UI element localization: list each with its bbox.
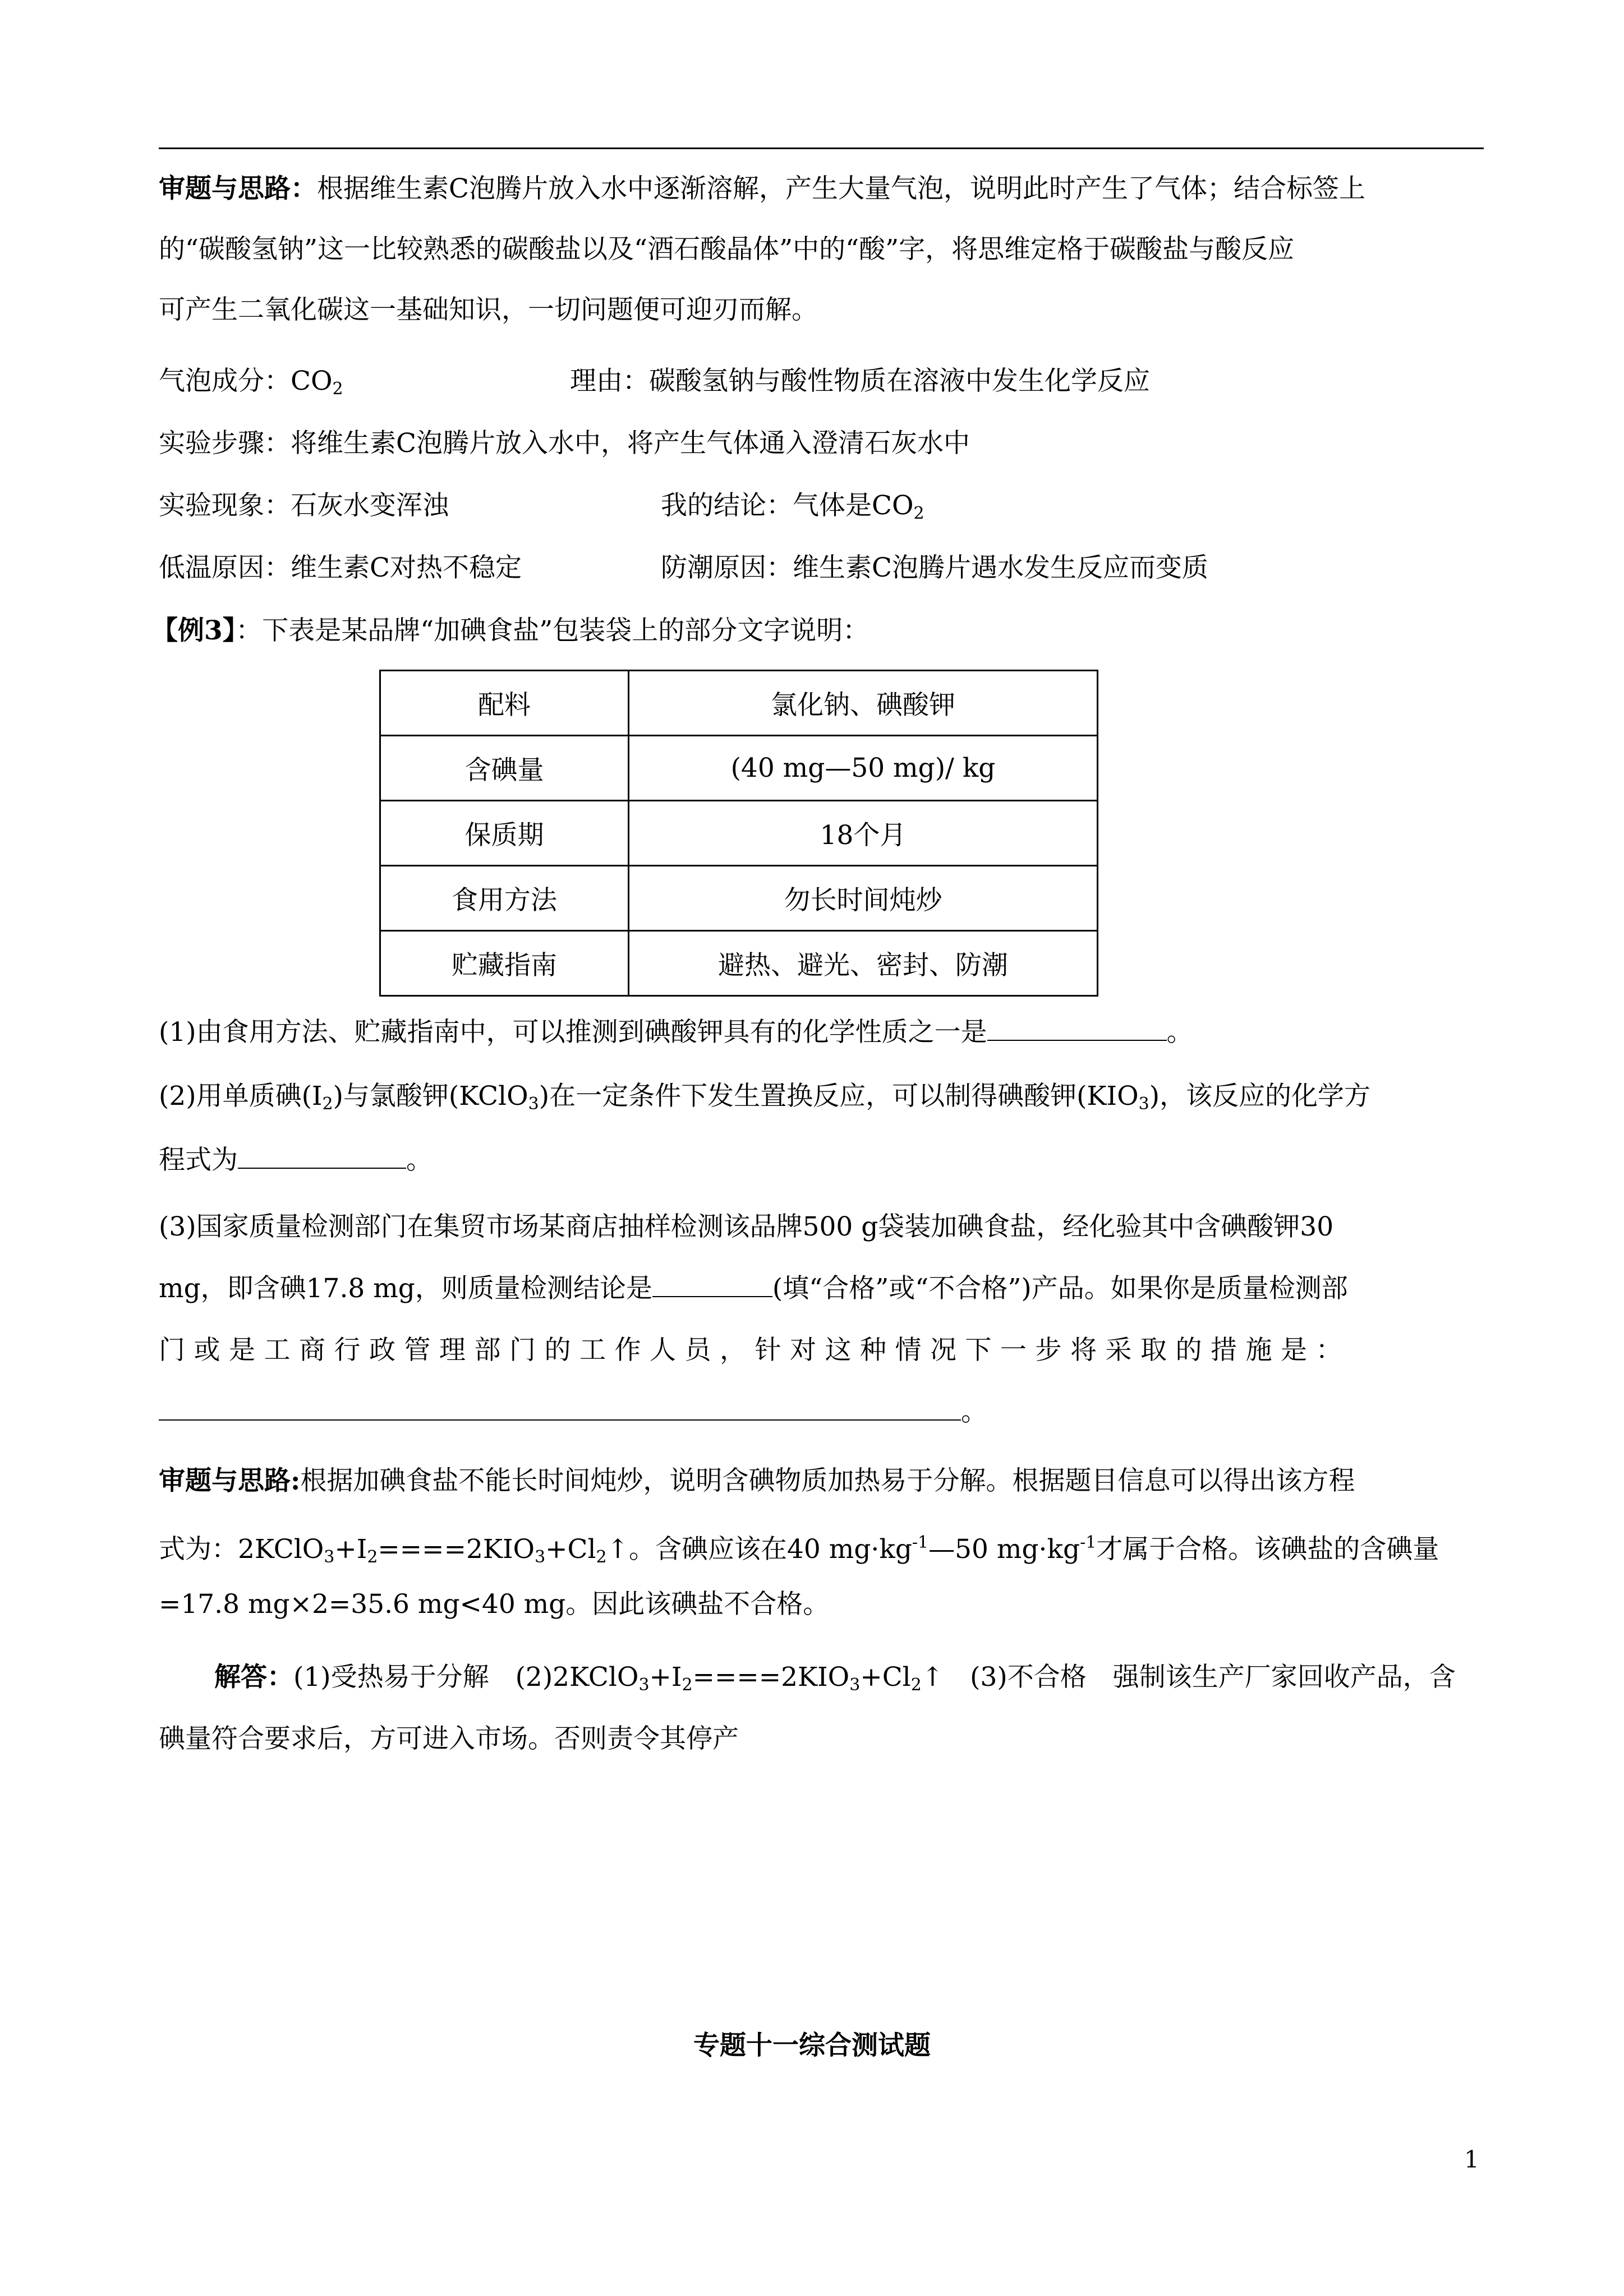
- analysis2-label: 审题与思路:: [159, 1465, 301, 1496]
- analysis1-line2: 的“碳酸氢钠”这一比较熟悉的碳酸盐以及“酒石酸晶体”中的“酸”字，将思维定格于碳酸盐与酸反应: [159, 234, 1295, 265]
- answer-blank: [238, 1145, 406, 1169]
- table-value: 勿长时间炖炒: [629, 866, 1098, 931]
- bubble-reason: 理由：碳酸氢钠与酸性物质在溶液中发生化学反应: [570, 366, 1150, 397]
- question-2: (2)用单质碘$(I_2)$与氯酸钾(KClO$_3$)在一定条件下发生置换反应，可以制得碘酸钾$(KIO_3)$，该反应的化学方: [159, 1081, 1371, 1114]
- analysis2-line3: =17.8 mg×2=35.6 mg<40 mg。因此该碘盐不合格。: [159, 1589, 830, 1620]
- example3-label: 【例3】: [151, 615, 236, 646]
- page-number: 1: [1464, 2146, 1479, 2173]
- low-temp-reason: 低温原因：维生素C对热不稳定: [159, 552, 522, 583]
- answer-label: 解答：: [214, 1662, 293, 1693]
- answer-line1: 解答：(1)受热易于分解 $(2)2KClO_3+I_2====2KIO_3+Cl_2↑$ (3)不合格 强制该生产厂家回收产品，含: [214, 1662, 1456, 1695]
- table-key: 配料: [380, 671, 629, 736]
- table-key: 食用方法: [380, 866, 629, 931]
- section-title: 专题十一综合测试题: [693, 2030, 931, 2061]
- salt-label-table: [379, 670, 1098, 997]
- table-value: 18个月: [629, 801, 1098, 866]
- question-1: (1)由食用方法、贮藏指南中，可以推测到碘酸钾具有的化学性质之一是 。: [159, 1017, 1193, 1048]
- experiment-steps: 实验步骤：将维生素C泡腾片放入水中，将产生气体通入澄清石灰水中: [159, 428, 970, 459]
- answer-blank: [652, 1274, 772, 1297]
- answer-line2: 碘量符合要求后，方可进入市场。否则责令其停产: [159, 1723, 739, 1754]
- answer-blank: [159, 1397, 961, 1421]
- table-key: 含碘量: [380, 736, 629, 801]
- table-row: [380, 801, 1098, 866]
- question-3-cont: 门或是工商行政管理部门的工作人员，针对这种情况下一步将采取的措施是：: [159, 1335, 1351, 1366]
- analysis1-line1: 审题与思路：根据维生素C泡腾片放入水中逐渐溶解，产生大量气泡，说明此时产生了气体；结合标签上: [159, 173, 1365, 204]
- example3-intro: 【例3】：下表是某品牌“加碘食盐”包装袋上的部分文字说明：: [151, 615, 869, 646]
- analysis1-label: 审题与思路：: [159, 173, 317, 204]
- table-row: [380, 671, 1098, 736]
- table-row: [380, 931, 1098, 996]
- experiment-conclusion: 我的结论：气体是$CO_2$: [661, 490, 924, 523]
- header-rule: [159, 147, 1484, 149]
- moisture-reason: 防潮原因：维生素C泡腾片遇水发生反应而变质: [661, 552, 1208, 583]
- bubble-composition: 气泡成分：$CO_2$: [159, 366, 343, 399]
- answer-blank: [987, 1017, 1167, 1041]
- table-row: [380, 736, 1098, 801]
- question-3-cont: mg，即含碘17.8 mg，则质量检测结论是 (填“合格”或“不合格”)产品。如果你是质量检测部: [159, 1273, 1348, 1304]
- analysis2-line1: 审题与思路:根据加碘食盐不能长时间炖炒，说明含碘物质加热易于分解。根据题目信息可以得出该方程: [159, 1465, 1355, 1496]
- table-value: 氯化钠、碘酸钾: [629, 671, 1098, 736]
- analysis1-line3: 可产生二氧化碳这一基础知识，一切问题便可迎刃而解。: [159, 294, 818, 325]
- table-key: 贮藏指南: [380, 931, 629, 996]
- question-3-blank: 。: [159, 1393, 987, 1432]
- table-value: (40 mg—50 mg)/ kg: [629, 736, 1098, 801]
- table-row: [380, 866, 1098, 931]
- question-2-cont: 程式为 。: [159, 1145, 433, 1175]
- analysis2-line2: 式为：$2KClO_3+I_2====2KIO_3+Cl_2↑$。含碘应该在40 $mg\cdot kg^{-1}—50$ $mg\cdot kg^{-1}$才属于合格。该碘盐的含碘量: [159, 1533, 1439, 1567]
- table-key: 保质期: [380, 801, 629, 866]
- table-value: 避热、避光、密封、防潮: [629, 931, 1098, 996]
- question-3: (3)国家质量检测部门在集贸市场某商店抽样检测该品牌500 g袋装加碘食盐，经化验其中含碘酸钾30: [159, 1211, 1334, 1242]
- experiment-phenomenon: 实验现象：石灰水变浑浊: [159, 490, 449, 521]
